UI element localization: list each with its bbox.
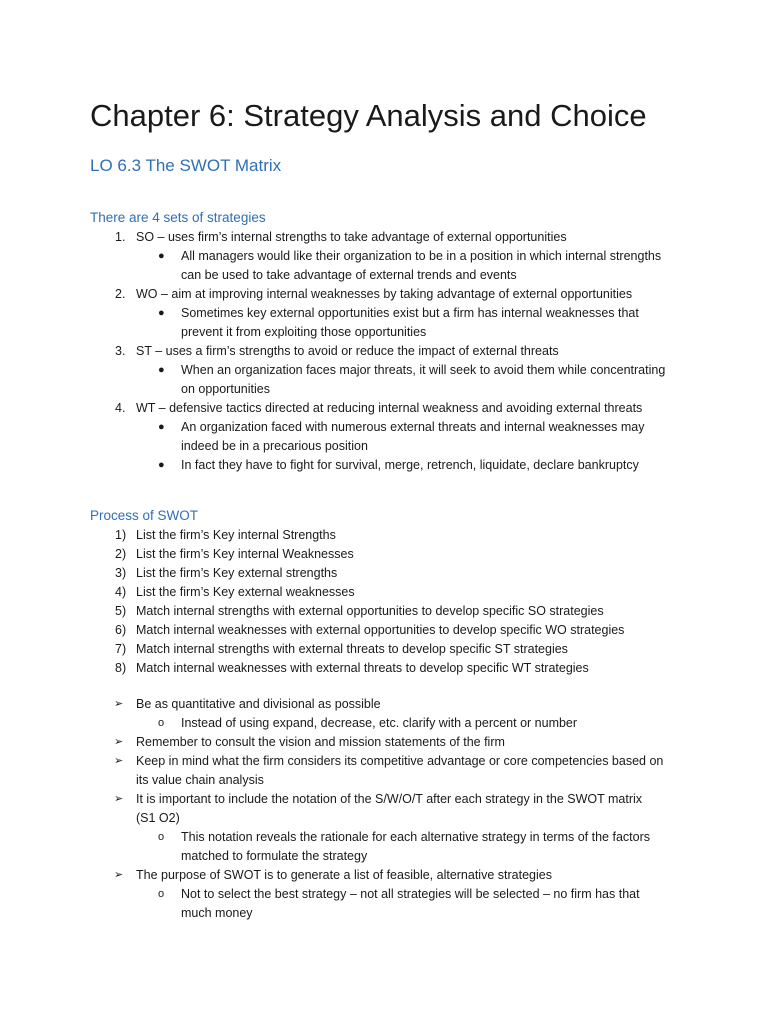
process-step — [0, 659, 768, 678]
bullet-icon: ● — [158, 459, 165, 471]
bullet-icon: ● — [158, 421, 165, 433]
tip-text: It is important to include the notation of the S/W/O/T after each strategy in the SWOT matrix — [136, 792, 643, 806]
strategy-text: SO – uses firm’s internal strengths to take advantage of external opportunities — [136, 230, 567, 244]
list-number: 2. — [115, 287, 126, 301]
step-number: 3) — [115, 566, 127, 580]
strategy-item — [0, 228, 768, 247]
strategies-list — [0, 228, 768, 475]
tip-line — [0, 733, 768, 752]
process-step — [0, 545, 768, 564]
strategy-item — [0, 285, 768, 304]
strategy-detail-text: prevent it from exploiting those opportunities — [181, 325, 427, 339]
step-text: List the firm’s Key external strengths — [136, 566, 338, 580]
strategy-detail-line — [0, 323, 768, 342]
strategy-text: ST – uses a firm’s strengths to avoid or reduce the impact of external threats — [136, 344, 559, 358]
tip-sub-text: Instead of using expand, decrease, etc. clarify with a percent or number — [181, 716, 578, 730]
step-number: 8) — [115, 661, 127, 675]
tip-text: Remember to consult the vision and mission statements of the firm — [136, 735, 505, 749]
strategy-detail-text: can be used to take advantage of external trends and events — [181, 268, 517, 282]
process-heading: Process of SWOT — [90, 508, 199, 523]
strategy-detail-line — [0, 304, 768, 323]
arrow-bullet-icon: ➢ — [114, 869, 124, 881]
tip-sub-line — [0, 828, 768, 847]
step-number: 1) — [115, 528, 127, 542]
tip-line — [0, 695, 768, 714]
strategy-text: WO – aim at improving internal weaknesses by taking advantage of external opportunities — [136, 287, 633, 301]
strategy-detail-line — [0, 380, 768, 399]
step-text: Match internal weaknesses with external opportunities to develop specific WO strategies — [136, 623, 625, 637]
tip-line — [0, 752, 768, 771]
list-number: 1. — [115, 230, 126, 244]
section-subtitle: LO 6.3 The SWOT Matrix — [90, 156, 282, 175]
process-steps-list — [0, 526, 768, 678]
process-step — [0, 621, 768, 640]
tip-sub-line — [0, 847, 768, 866]
tip-text: The purpose of SWOT is to generate a list of feasible, alternative strategies — [136, 868, 552, 882]
step-text: List the firm’s Key internal Weaknesses — [136, 547, 354, 561]
step-text: List the firm’s Key external weaknesses — [136, 585, 355, 599]
strategies-heading: There are 4 sets of strategies — [90, 210, 266, 225]
strategy-detail-text: Sometimes key external opportunities exist but a firm has internal weaknesses that — [181, 306, 639, 320]
strategy-text: WT – defensive tactics directed at reducing internal weakness and avoiding external threats — [136, 401, 643, 415]
strategy-detail-line — [0, 456, 768, 475]
tip-text: its value chain analysis — [136, 773, 264, 787]
strategy-item — [0, 342, 768, 361]
process-step — [0, 602, 768, 621]
strategy-detail-text: An organization faced with numerous external threats and internal weaknesses may — [181, 420, 645, 434]
bullet-icon: ● — [158, 364, 165, 376]
list-number: 3. — [115, 344, 126, 358]
strategy-detail-line — [0, 418, 768, 437]
arrow-bullet-icon: ➢ — [114, 793, 124, 805]
strategy-detail-line — [0, 247, 768, 266]
tip-sub-line — [0, 904, 768, 923]
strategy-detail-text: In fact they have to fight for survival, merge, retrench, liquidate, declare bankruptcy — [181, 458, 639, 472]
strategy-detail-text: on opportunities — [181, 382, 270, 396]
bullet-icon: ● — [158, 307, 165, 319]
tip-text: (S1 O2) — [136, 811, 180, 825]
tip-text: Keep in mind what the firm considers its competitive advantage or core competencies based on — [136, 754, 664, 768]
strategy-detail-text: indeed be in a precarious position — [181, 439, 368, 453]
process-step — [0, 583, 768, 602]
step-text: Match internal strengths with external opportunities to develop specific SO strategies — [136, 604, 604, 618]
tip-sub-line — [0, 885, 768, 904]
tip-text: Be as quantitative and divisional as possible — [136, 697, 381, 711]
arrow-bullet-icon: ➢ — [114, 755, 124, 767]
bullet-icon: ● — [158, 250, 165, 262]
strategy-detail-text: All managers would like their organization to be in a position in which internal strengths — [181, 249, 662, 263]
tip-line — [0, 771, 768, 790]
circle-bullet-icon: o — [158, 888, 165, 900]
circle-bullet-icon: o — [158, 831, 165, 843]
list-number: 4. — [115, 401, 126, 415]
tip-line — [0, 866, 768, 885]
step-text: List the firm’s Key internal Strengths — [136, 528, 336, 542]
strategy-detail-line — [0, 437, 768, 456]
strategy-detail-line — [0, 361, 768, 380]
step-number: 5) — [115, 604, 127, 618]
tips-list — [0, 695, 768, 923]
tip-line — [0, 790, 768, 809]
step-text: Match internal strengths with external threats to develop specific ST strategies — [136, 642, 568, 656]
step-number: 4) — [115, 585, 127, 599]
strategy-detail-text: When an organization faces major threats, it will seek to avoid them while concentrating — [181, 363, 666, 377]
tip-sub-text: This notation reveals the rationale for each alternative strategy in terms of the factors — [181, 830, 650, 844]
arrow-bullet-icon: ➢ — [114, 736, 124, 748]
step-number: 6) — [115, 623, 127, 637]
step-text: Match internal weaknesses with external threats to develop specific WT strategies — [136, 661, 589, 675]
strategy-detail-line — [0, 266, 768, 285]
arrow-bullet-icon: ➢ — [114, 698, 124, 710]
tip-sub-line — [0, 714, 768, 733]
process-step — [0, 564, 768, 583]
step-number: 2) — [115, 547, 127, 561]
page-title: Chapter 6: Strategy Analysis and Choice — [90, 98, 647, 133]
process-step — [0, 640, 768, 659]
step-number: 7) — [115, 642, 127, 656]
tip-sub-text: matched to formulate the strategy — [181, 849, 368, 863]
tip-sub-text: Not to select the best strategy – not all strategies will be selected – no firm has that — [181, 887, 640, 901]
strategy-item — [0, 399, 768, 418]
tip-sub-text: much money — [181, 906, 253, 920]
tip-line — [0, 809, 768, 828]
process-step — [0, 526, 768, 545]
circle-bullet-icon: o — [158, 717, 165, 729]
